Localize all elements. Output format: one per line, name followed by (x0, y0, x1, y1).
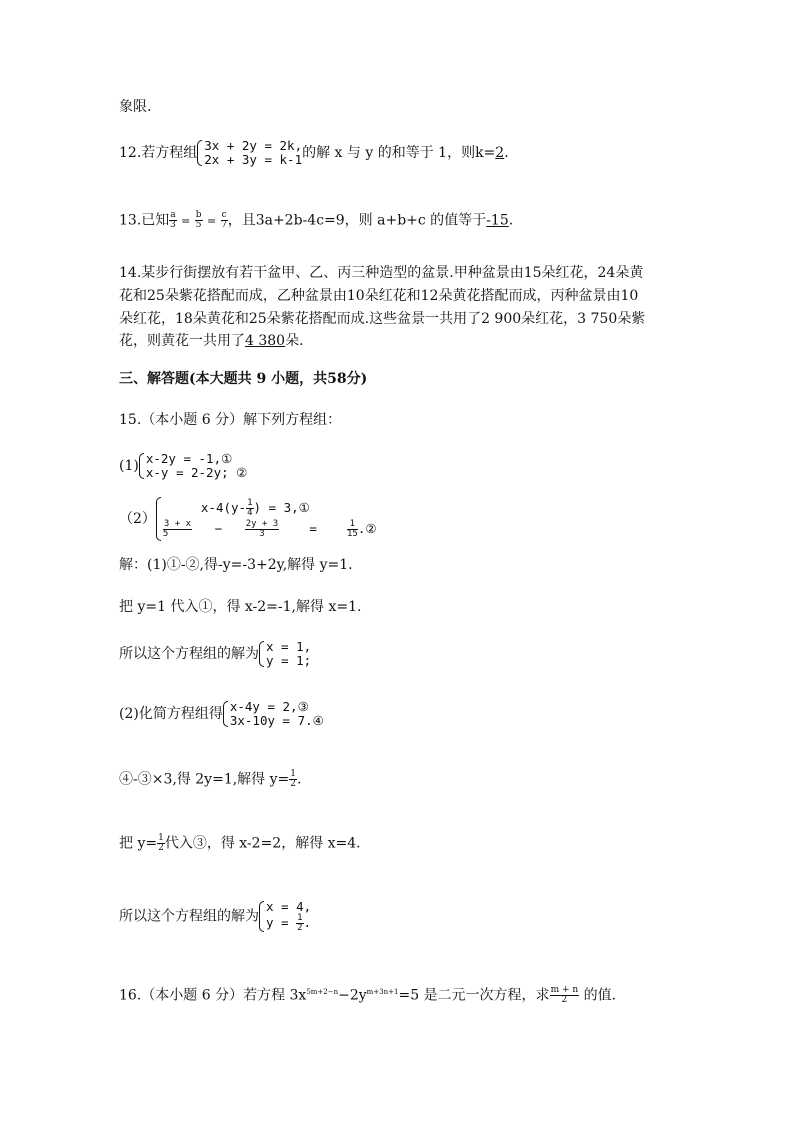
solution2-system (259, 900, 311, 933)
sol2-eq2-left: y = (266, 915, 297, 930)
solution-line6 (119, 834, 361, 853)
fraction-1-4 (246, 499, 253, 518)
question-16 (119, 983, 616, 1005)
sol2-eq2 (266, 914, 311, 933)
eq2-end: .② (357, 521, 377, 536)
equals-sign: = (309, 521, 317, 536)
solution1-system (259, 640, 311, 668)
sol2-eq1: x = 4, (266, 899, 312, 914)
q12-eq1: 3x + 2y = 2k, (204, 138, 303, 153)
frac-den: 4 (247, 508, 253, 518)
solution-line7 (119, 900, 311, 933)
fraction-1-2 (289, 770, 297, 789)
equals-sign: = (181, 214, 191, 228)
frac-num: 1 (247, 498, 253, 508)
solution-line6-text: 代入③，得 x-2=2，解得 x=4. (164, 835, 361, 852)
solution-line5 (119, 770, 301, 789)
q12-eq2: 2x + 3y = k-1 (204, 152, 303, 167)
q12-end: . (504, 145, 509, 161)
exponent-x: 5m+2−n (306, 988, 339, 996)
frac-den: 2 (158, 843, 164, 853)
line-quadrant-end: 象限. (119, 99, 152, 115)
fraction-c-7 (221, 211, 228, 230)
part1-eq1: x-2y = -1,① (145, 451, 233, 466)
q16-minus-2y: −2y (338, 987, 367, 1004)
frac-den: 3 (259, 529, 265, 539)
q14-answer: 4 380 (245, 333, 286, 349)
q15-title: 15.（本小题 6 分）解下列方程组： (119, 412, 342, 428)
frac-num: 1 (347, 520, 358, 530)
solution-line2: 把 y=1 代入①，得 x-2=-1,解得 x=1. (119, 599, 362, 615)
frac-den: 7 (221, 220, 228, 230)
solution-line4 (119, 700, 324, 728)
frac-den: 2 (297, 923, 303, 933)
solution-line5-text: ④-③×3,得 2y=1,解得 y= (119, 771, 290, 788)
solution-line4-text: (2)化简方程组得 (119, 706, 223, 722)
frac-num: b (195, 210, 202, 220)
part1-label: (1) (119, 458, 139, 474)
part1-eq2: x-y = 2-2y; ② (145, 465, 248, 480)
q14-line4-text: 花，则黄花一共用了 (119, 333, 245, 349)
frac-num: 1 (158, 833, 164, 843)
fraction-1-15 (347, 520, 358, 539)
q14-line3: 朵红花，18朵黄花和25朵紫花搭配而成.这些盆景一共用了2 900朵红花，3 750朵紫 (119, 311, 646, 327)
fraction-1-2 (296, 914, 303, 933)
frac-num: 1 (297, 913, 303, 923)
q15-part1 (119, 452, 247, 480)
part2-eq2 (163, 518, 377, 540)
sol2-eq2-end: . (303, 915, 312, 930)
q13-prefix: 13.已知 (119, 212, 170, 229)
frac-num: 1 (290, 769, 296, 779)
q15-part2 (119, 496, 377, 542)
eq1-left: x-4(y- (200, 500, 247, 515)
frac-den: 2 (290, 779, 296, 789)
solution-line6-prefix: 把 y= (119, 835, 158, 852)
fraction-2y-plus-3-over-3 (245, 520, 280, 539)
eq1-right: ) = 3,① (253, 500, 310, 515)
part2-equation-system (156, 496, 377, 542)
part1-equation-system (139, 452, 248, 480)
minus-sign: − (214, 521, 223, 536)
fraction-3-plus-x-over-5 (163, 520, 192, 539)
frac-num: a (170, 210, 176, 220)
frac-num: m + n (550, 985, 579, 996)
q16-prefix: 16.（本小题 6 分）若方程 3x (119, 987, 307, 1004)
frac-den: 2 (561, 995, 568, 1006)
q13-answer: -15 (486, 212, 509, 229)
fraction-a-3 (169, 211, 176, 230)
simplified-eq2: 3x-10y = 7.④ (229, 713, 324, 728)
sol1-eq1: x = 1, (266, 639, 312, 654)
section-3-heading: 三、解答题(本大题共 9 小题，共58分) (119, 371, 368, 387)
fraction-b-5 (195, 211, 203, 230)
q16-end: 的值. (579, 987, 617, 1004)
question-13 (119, 211, 513, 231)
frac-den: 5 (195, 220, 202, 230)
solution-line1: 解：(1)①-②,得-y=-3+2y,解得 y=1. (119, 557, 353, 573)
q14-line1: 14.某步行街摆放有若干盆甲、乙、丙三种造型的盆景.甲种盆景由15朵红花，24朵黄 (119, 265, 644, 281)
sol1-eq2: y = 1; (266, 653, 312, 668)
q14-line4-end: 朵. (285, 333, 304, 349)
q12-text: 的解 x 与 y 的和等于 1，则k= (302, 145, 496, 161)
frac-num: c (221, 210, 227, 220)
simplified-system (223, 700, 324, 728)
equals-sign: = (206, 214, 217, 228)
frac-num: 3 + x (163, 519, 192, 529)
frac-den: 5 (162, 529, 169, 539)
solution-line3-text: 所以这个方程组的解为 (119, 646, 259, 662)
part2-eq1 (163, 498, 377, 518)
fraction-m-plus-n-over-2 (550, 986, 580, 1005)
q12-prefix: 12.若方程组 (119, 145, 198, 161)
q12-answer: 2 (495, 145, 505, 161)
simplified-eq1: x-4y = 2,③ (229, 699, 309, 714)
exponent-y: m+3n+1 (366, 988, 399, 996)
fraction-1-2 (157, 834, 165, 853)
question-12 (119, 139, 509, 167)
q13-text: ，且3a+2b-4c=9，则 a+b+c 的值等于 (227, 212, 487, 229)
solution-line7-text: 所以这个方程组的解为 (119, 908, 259, 925)
frac-den: 15 (346, 529, 358, 539)
q12-equation-system (197, 139, 302, 167)
q16-text: =5 是二元一次方程，求 (398, 987, 550, 1004)
frac-den: 3 (170, 220, 176, 230)
solution-line3 (119, 640, 311, 668)
q14-line4 (119, 332, 304, 350)
part2-label: （2） (119, 511, 156, 527)
solution-line5-end: . (297, 771, 302, 788)
q13-end: . (508, 212, 514, 229)
frac-num: 2y + 3 (245, 519, 279, 529)
q14-line2: 花和25朵紫花搭配而成，乙种盆景由10朵红花和12朵黄花搭配而成，丙种盆景由10 (119, 288, 639, 304)
